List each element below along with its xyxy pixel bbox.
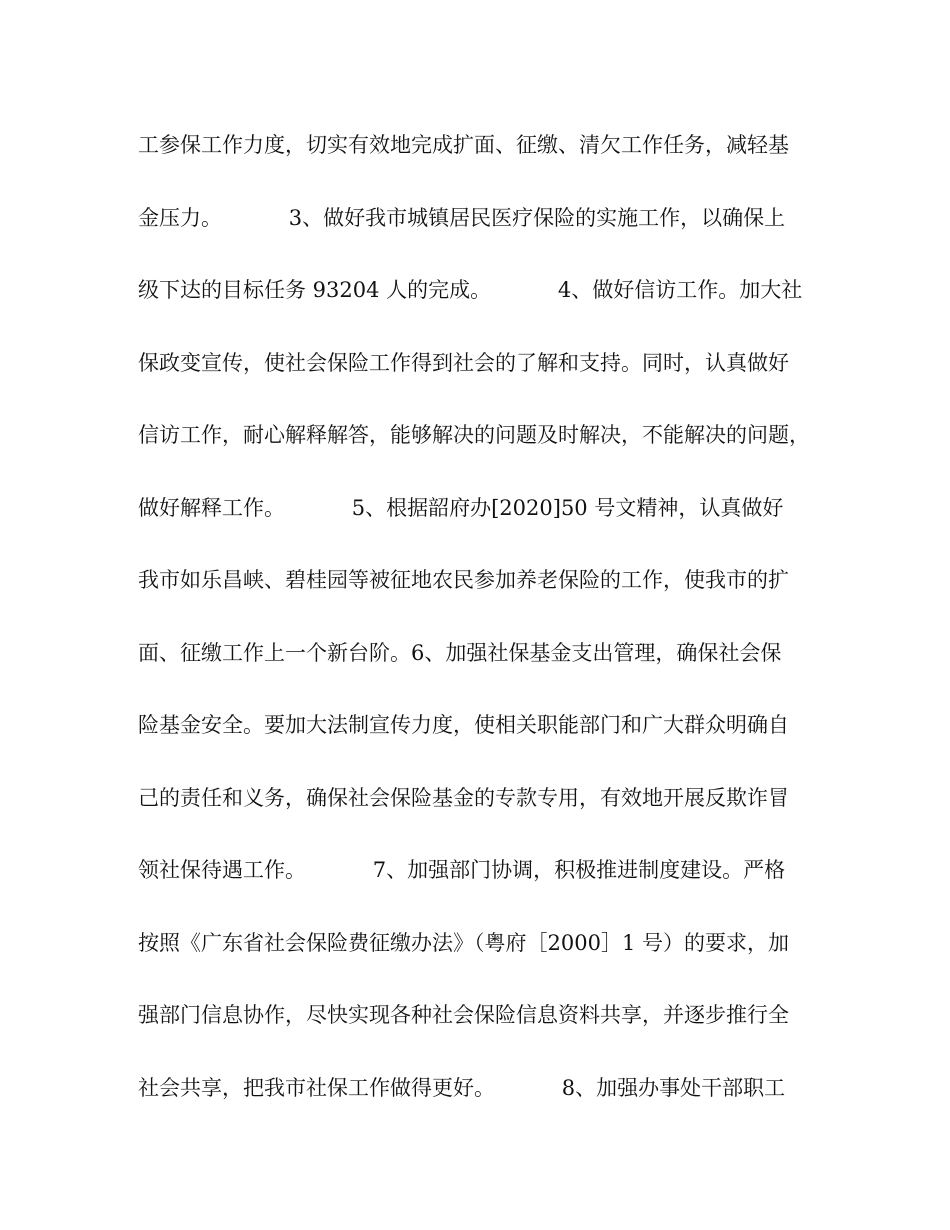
text-line: 面、征缴工作上一个新台阶。6、加强社保基金支出管理，确保社会保 bbox=[138, 640, 782, 665]
text-line: 保政变宣传，使社会保险工作得到社会的了解和支持。同时，认真做好 bbox=[138, 350, 789, 375]
text-line: 做好解释工作。 5、根据韶府办[2020]50 号文精神，认真做好 bbox=[138, 495, 784, 520]
text-line: 级下达的目标任务 93204 人的完成。 4、做好信访工作。加大社 bbox=[138, 278, 803, 302]
text-line: 工参保工作力度，切实有效地完成扩面、征缴、清欠工作任务，减轻基 bbox=[138, 133, 789, 157]
text-line: 领社保待遇工作。 7、加强部门协调，积极推进制度建设。严格 bbox=[138, 858, 786, 882]
text-line: 己的责任和义务，确保社会保险基金的专款专用，有效地开展反欺诈冒 bbox=[138, 785, 789, 810]
text-line: 按照《广东省社会保险费征缴办法》（粤府［2000］1 号）的要求，加 bbox=[138, 930, 789, 955]
text-line: 强部门信息协作，尽快实现各种社会保险信息资料共享，并逐步推行全 bbox=[138, 1003, 789, 1027]
body-text bbox=[138, 123, 828, 1138]
text-line: 金压力。 3、做好我市城镇居民医疗保险的实施工作，以确保上 bbox=[138, 205, 786, 230]
text-line: 信访工作，耐心解释解答，能够解决的问题及时解决，不能解决的问题， bbox=[138, 423, 810, 447]
text-line: 社会共享，把我市社保工作做得更好。 8、加强办事处干部职工 bbox=[138, 1075, 786, 1100]
text-line: 险基金安全。要加大法制宣传力度，使相关职能部门和广大群众明确自 bbox=[138, 713, 789, 737]
text-line: 我市如乐昌峡、碧桂园等被征地农民参加养老保险的工作，使我市的扩 bbox=[138, 568, 789, 592]
